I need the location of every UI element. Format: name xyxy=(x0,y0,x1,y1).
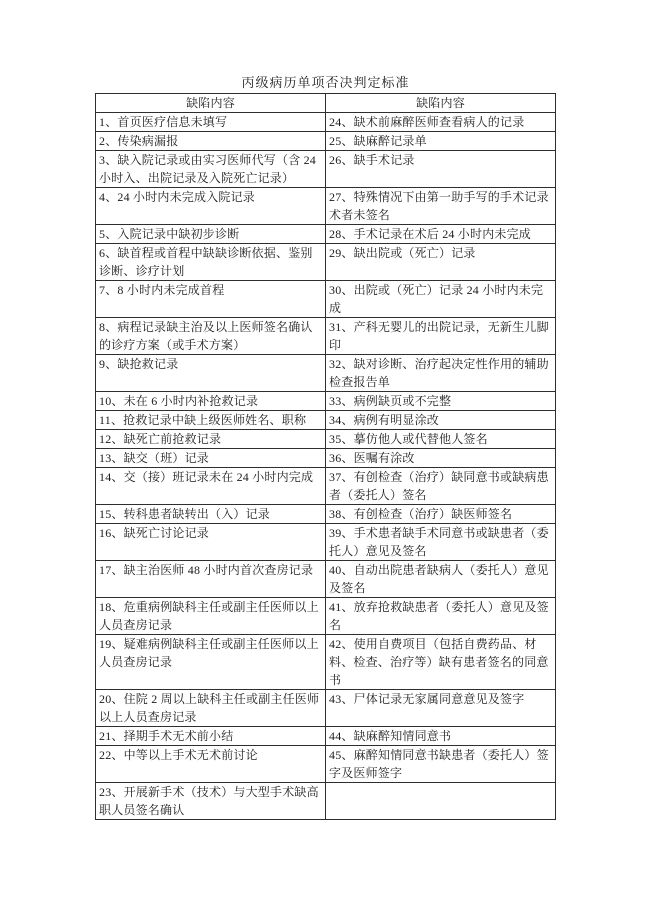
table-row xyxy=(96,746,556,783)
defect-item-left: 4、24 小时内未完成入院记录 xyxy=(96,188,326,225)
defect-item-left: 19、疑难病例缺科主任或副主任医师以上人员查房记录 xyxy=(96,635,326,690)
defect-item-left: 6、缺首程或首程中缺缺诊断依据、鉴别诊断、诊疗计划 xyxy=(96,244,326,281)
table-row xyxy=(96,113,556,132)
defect-item-left: 16、缺死亡讨论记录 xyxy=(96,524,326,561)
defect-item-left: 12、缺死亡前抢救记录 xyxy=(96,430,326,449)
table-row xyxy=(96,690,556,727)
defect-item-right: 36、医嘱有涂改 xyxy=(326,449,556,468)
defect-item-left: 13、缺交（班）记录 xyxy=(96,449,326,468)
table-row xyxy=(96,524,556,561)
table-row xyxy=(96,635,556,690)
defect-item-left: 20、住院 2 周以上缺科主任或副主任医师以上人员查房记录 xyxy=(96,690,326,727)
table-row xyxy=(96,783,556,820)
defect-item-right: 34、病例有明显涂改 xyxy=(326,411,556,430)
table-row xyxy=(96,151,556,188)
defect-item-left: 15、转科患者缺转出（入）记录 xyxy=(96,505,326,524)
table-row xyxy=(96,727,556,746)
defect-item-left: 14、交（接）班记录未在 24 小时内完成 xyxy=(96,468,326,505)
defect-item-right xyxy=(326,783,556,820)
defect-item-right: 28、手术记录在术后 24 小时内未完成 xyxy=(326,225,556,244)
defect-item-right: 26、缺手术记录 xyxy=(326,151,556,188)
column-header-right: 缺陷内容 xyxy=(326,94,556,113)
defect-item-left: 1、首页医疗信息未填写 xyxy=(96,113,326,132)
document-page xyxy=(95,74,556,820)
table-row xyxy=(96,318,556,355)
defect-item-left: 18、危重病例缺科主任或副主任医师以上人员查房记录 xyxy=(96,598,326,635)
defect-item-left: 21、择期手术无术前小结 xyxy=(96,727,326,746)
table-header-row xyxy=(96,94,556,113)
defect-item-right: 39、手术患者缺手术同意书或缺患者（委托人）意见及签名 xyxy=(326,524,556,561)
table-row xyxy=(96,355,556,392)
defect-item-right: 29、缺出院或（死亡）记录 xyxy=(326,244,556,281)
defect-item-right: 33、病例缺页或不完整 xyxy=(326,392,556,411)
table-row xyxy=(96,132,556,151)
defect-item-right: 44、缺麻醉知情同意书 xyxy=(326,727,556,746)
column-header-left: 缺陷内容 xyxy=(96,94,326,113)
table-row xyxy=(96,225,556,244)
table-row xyxy=(96,468,556,505)
table-row xyxy=(96,449,556,468)
defect-item-right: 38、有创检查（治疗）缺医师签名 xyxy=(326,505,556,524)
defect-item-right: 45、麻醉知情同意书缺患者（委托人）签字及医师签字 xyxy=(326,746,556,783)
defect-item-left: 11、抢救记录中缺上级医师姓名、职称 xyxy=(96,411,326,430)
defect-item-right: 35、摹仿他人或代替他人签名 xyxy=(326,430,556,449)
defect-item-right: 43、尸体记录无家属同意意见及签字 xyxy=(326,690,556,727)
table-row xyxy=(96,561,556,598)
defect-item-left: 17、缺主治医师 48 小时内首次查房记录 xyxy=(96,561,326,598)
defect-item-right: 37、有创检查（治疗）缺同意书或缺病患者（委托人）签名 xyxy=(326,468,556,505)
defect-item-left: 10、未在 6 小时内补抢救记录 xyxy=(96,392,326,411)
table-row xyxy=(96,505,556,524)
defect-item-right: 25、缺麻醉记录单 xyxy=(326,132,556,151)
defect-item-right: 30、出院或（死亡）记录 24 小时内未完成 xyxy=(326,281,556,318)
defect-item-left: 23、开展新手术（技术）与大型手术缺高职人员签名确认 xyxy=(96,783,326,820)
defect-item-right: 27、特殊情况下由第一助手写的手术记录术者未签名 xyxy=(326,188,556,225)
table-row xyxy=(96,392,556,411)
table-row xyxy=(96,411,556,430)
page-title: 丙级病历单项否决判定标准 xyxy=(241,75,410,90)
defect-item-right: 41、放弃抢救缺患者（委托人）意见及签名 xyxy=(326,598,556,635)
defect-item-left: 2、传染病漏报 xyxy=(96,132,326,151)
defect-item-right: 31、产科无婴儿的出院记录，无新生儿脚印 xyxy=(326,318,556,355)
defect-item-left: 9、缺抢救记录 xyxy=(96,355,326,392)
defect-criteria-table xyxy=(95,93,556,820)
defect-item-left: 3、缺入院记录或由实习医师代写（含 24 小时入、出院记录及入院死亡记录） xyxy=(96,151,326,188)
table-row xyxy=(96,244,556,281)
table-row xyxy=(96,430,556,449)
defect-item-right: 42、使用自费项目（包括自费药品、材料、检查、治疗等）缺有患者签名的同意书 xyxy=(326,635,556,690)
defect-item-right: 24、缺术前麻醉医师查看病人的记录 xyxy=(326,113,556,132)
defect-item-left: 8、病程记录缺主治及以上医师签名确认的诊疗方案（或手术方案） xyxy=(96,318,326,355)
table-row xyxy=(96,598,556,635)
table-row xyxy=(96,281,556,318)
defect-item-right: 40、自动出院患者缺病人（委托人）意见及签名 xyxy=(326,561,556,598)
defect-item-left: 5、入院记录中缺初步诊断 xyxy=(96,225,326,244)
defect-item-left: 22、中等以上手术无术前讨论 xyxy=(96,746,326,783)
table-row xyxy=(96,188,556,225)
defect-item-right: 32、缺对诊断、治疗起决定性作用的辅助检查报告单 xyxy=(326,355,556,392)
defect-item-left: 7、8 小时内未完成首程 xyxy=(96,281,326,318)
